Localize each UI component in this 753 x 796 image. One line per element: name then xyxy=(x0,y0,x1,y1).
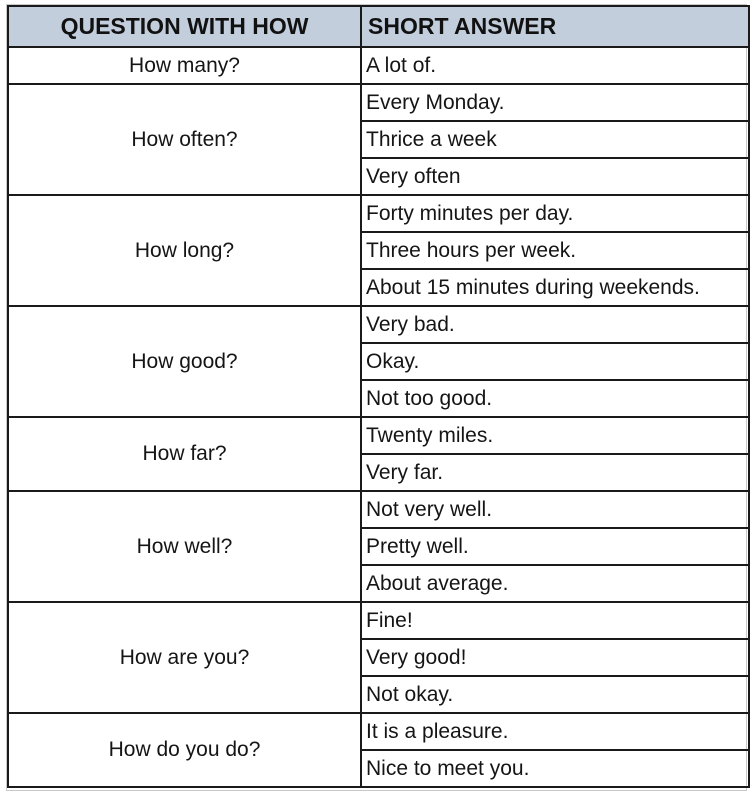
question-cell: How are you? xyxy=(8,602,361,713)
answer-cell: Forty minutes per day. xyxy=(361,195,749,232)
answer-cell: Fine! xyxy=(361,602,749,639)
question-cell: How do you do? xyxy=(8,713,361,787)
table-row xyxy=(8,491,749,528)
answer-cell: Thrice a week xyxy=(361,121,749,158)
answer-cell: Very bad. xyxy=(361,306,749,343)
table-row xyxy=(8,195,749,232)
question-cell: How long? xyxy=(8,195,361,306)
answer-cell: A lot of. xyxy=(361,47,749,84)
table-row xyxy=(8,417,749,454)
answer-cell: Not too good. xyxy=(361,380,749,417)
answer-cell: Pretty well. xyxy=(361,528,749,565)
answer-cell: Three hours per week. xyxy=(361,232,749,269)
answer-cell: Twenty miles. xyxy=(361,417,749,454)
answer-cell: Okay. xyxy=(361,343,749,380)
table-row xyxy=(8,47,749,84)
table-row xyxy=(8,306,749,343)
question-cell: How many? xyxy=(8,47,361,84)
answer-cell: Not okay. xyxy=(361,676,749,713)
answer-cell: Nice to meet you. xyxy=(361,750,749,787)
answer-cell: It is a pleasure. xyxy=(361,713,749,750)
answer-column-header: SHORT ANSWER xyxy=(361,6,749,47)
answer-cell: About average. xyxy=(361,565,749,602)
answer-cell: Very good! xyxy=(361,639,749,676)
answer-cell: Very far. xyxy=(361,454,749,491)
table-row xyxy=(8,713,749,750)
answer-cell: Every Monday. xyxy=(361,84,749,121)
question-cell: How far? xyxy=(8,417,361,491)
question-cell: How well? xyxy=(8,491,361,602)
answer-cell: About 15 minutes during weekends. xyxy=(361,269,749,306)
answer-cell: Not very well. xyxy=(361,491,749,528)
header-row xyxy=(8,6,749,47)
how-questions-table xyxy=(7,5,750,788)
answer-cell: Very often xyxy=(361,158,749,195)
table-row xyxy=(8,602,749,639)
table-frame xyxy=(6,4,747,791)
question-column-header: QUESTION WITH HOW xyxy=(8,6,361,47)
question-cell: How often? xyxy=(8,84,361,195)
question-cell: How good? xyxy=(8,306,361,417)
table-row xyxy=(8,84,749,121)
table-body xyxy=(8,47,749,787)
